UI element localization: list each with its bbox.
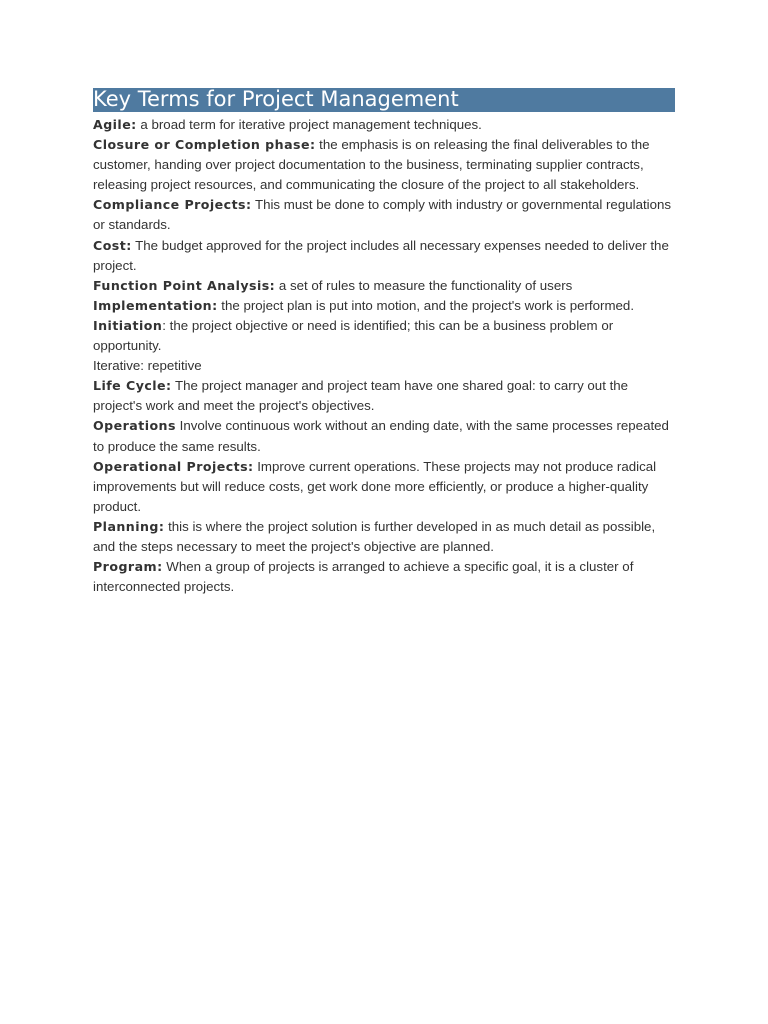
glossary-definition: : the project objective or need is identified; this can be a business problem or opportunity. — [93, 317, 614, 354]
title-banner — [93, 88, 675, 112]
glossary-definition: This must be done to comply with industry or governmental regulations or standards. — [93, 197, 672, 233]
glossary-definition: The project manager and project team have one shared goal: to carry out the project's work and meet the project's objectives. — [93, 378, 629, 414]
glossary-entry-life-cycle — [93, 376, 675, 416]
glossary-term: Function Point Analysis: — [93, 277, 276, 293]
glossary-definition: a broad term for iterative project management techniques. — [136, 117, 482, 132]
glossary-term: Operational Projects: — [93, 458, 254, 474]
glossary-entry-program — [93, 557, 675, 597]
glossary-definition: this is where the project solution is further developed in as much detail as possible, and the steps necessary to meet the project's objective are planned. — [93, 518, 656, 554]
glossary-definition: Involve continuous work without an ending date, with the same processes repeated to produce the same results. — [93, 418, 669, 454]
glossary-term: Agile: — [93, 117, 137, 132]
glossary-entry-initiation — [93, 316, 675, 356]
glossary-definition: a set of rules to measure the functionality of users — [275, 277, 573, 293]
glossary-term: Compliance Projects: — [93, 197, 252, 213]
glossary-term: Initiation — [93, 317, 163, 333]
glossary-definition: the project plan is put into motion, and the project's work is performed. — [217, 297, 635, 313]
glossary-entry-iterative — [93, 356, 675, 376]
glossary-term: Operations — [93, 418, 176, 434]
glossary-definition: The budget approved for the project includes all necessary expenses needed to deliver the project. — [93, 237, 669, 273]
glossary-term: Closure or Completion phase: — [93, 137, 316, 153]
glossary-definition: Iterative: repetitive — [93, 358, 202, 374]
document-title: Key Terms for Project Management — [93, 88, 459, 111]
glossary-entry-implementation — [93, 296, 675, 316]
glossary-term: Planning: — [93, 518, 165, 534]
glossary-entry-operational-projects — [93, 457, 675, 517]
glossary-term: Program: — [93, 559, 163, 575]
glossary-entry-function-point — [93, 276, 675, 296]
glossary-definition: Improve current operations. These projects may not produce radical improvements but will reduce costs, get work done more efficiently, or produce a higher-quality product. — [93, 458, 657, 514]
glossary-term: Implementation: — [93, 297, 218, 313]
glossary-term: Life Cycle: — [93, 378, 172, 394]
glossary-entry-closure — [93, 135, 675, 195]
glossary-entry-operations — [93, 416, 675, 456]
glossary-entry-compliance — [93, 195, 675, 235]
glossary-entry-cost — [93, 236, 675, 276]
document-content — [93, 88, 675, 597]
glossary-list — [93, 115, 675, 597]
glossary-definition: When a group of projects is arranged to achieve a specific goal, it is a cluster of interconnected projects. — [93, 559, 634, 595]
glossary-definition: the emphasis is on releasing the final deliverables to the customer, handing over project documentation to the business, terminating supplier contracts, releasing project resources, and communicating the closure of the project to all stakeholders. — [93, 137, 650, 193]
glossary-entry-planning — [93, 517, 675, 557]
glossary-entry-agile — [93, 115, 675, 135]
glossary-term: Cost: — [93, 237, 132, 253]
